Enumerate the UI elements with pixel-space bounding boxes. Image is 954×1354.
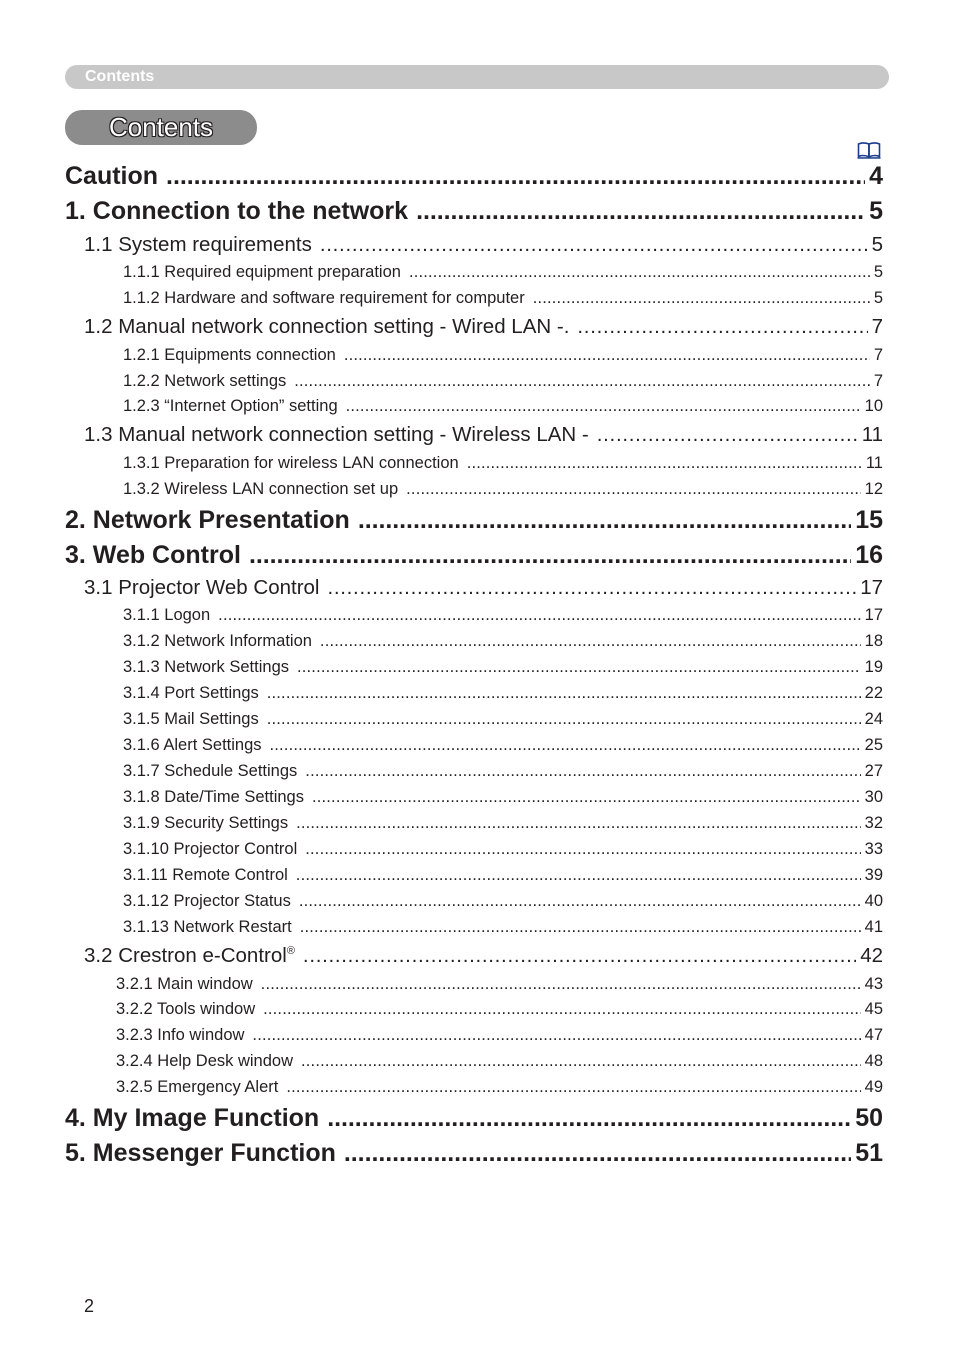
toc-page-number: 19 xyxy=(864,658,883,676)
toc-entry-3-1-4[interactable]: 3.1.4 Port Settings . . . 22 xyxy=(123,684,883,706)
toc-page-number: 7 xyxy=(873,372,883,390)
toc-page-number: 30 xyxy=(864,788,883,806)
toc-entry-3-1-9[interactable]: 3.1.9 Security Settings . . . 32 xyxy=(123,814,883,836)
toc-entry-3-2-4[interactable]: 3.2.4 Help Desk window . . . 48 xyxy=(116,1052,883,1074)
toc-entry-1-1-2[interactable]: 1.1.2 Hardware and software requirement for computer . . . 5 xyxy=(123,289,883,311)
toc-entry-3-1-12[interactable]: 3.1.12 Projector Status . . . 40 xyxy=(123,892,883,914)
toc-entry-1-2-2[interactable]: 1.2.2 Network settings . . . 7 xyxy=(123,372,883,394)
toc-page-number: 47 xyxy=(864,1026,883,1044)
toc-page-number: 5 xyxy=(869,197,883,225)
toc-page-number: 11 xyxy=(861,423,883,446)
toc-page-number: 42 xyxy=(860,944,883,967)
toc-page-number: 5 xyxy=(873,263,883,281)
toc-page-number: 22 xyxy=(864,684,883,702)
toc-entry-1-3[interactable]: 1.3 Manual network connection setting - Wireless LAN - . . . 11 xyxy=(84,423,883,449)
toc-entry-3-1-2[interactable]: 3.1.2 Network Information . . . 18 xyxy=(123,632,883,654)
toc-entry-3-1-1[interactable]: 3.1.1 Logon . . . 17 xyxy=(123,606,883,628)
page-number: 2 xyxy=(84,1296,95,1316)
toc-page-number: 43 xyxy=(864,975,883,993)
section-label: Contents xyxy=(85,68,155,85)
toc-entry-3-1-7[interactable]: 3.1.7 Schedule Settings . . . 27 xyxy=(123,762,883,784)
toc-page-number: 48 xyxy=(864,1052,883,1070)
toc-page-number: 7 xyxy=(873,346,883,364)
toc-entry-my-image-function[interactable]: 4. My Image Function . . . 50 xyxy=(65,1104,883,1134)
toc-entry-3-1-5[interactable]: 3.1.5 Mail Settings . . . 24 xyxy=(123,710,883,732)
toc-entry-3-2-3[interactable]: 3.2.3 Info window . . . 47 xyxy=(116,1026,883,1048)
toc-page-number: 27 xyxy=(864,762,883,780)
toc-page-number: 12 xyxy=(864,480,883,498)
toc-page-number: 25 xyxy=(864,736,883,754)
toc-entry-1-2[interactable]: 1.2 Manual network connection setting - Wired LAN -. . . . 7 xyxy=(84,315,883,341)
toc-page-number: 11 xyxy=(865,454,883,472)
toc-entry-3-2[interactable]: 3.2 Crestron e-Control® . . . 42 xyxy=(84,944,883,970)
toc-entry-1-2-1[interactable]: 1.2.1 Equipments connection . . . 7 xyxy=(123,346,883,368)
toc-page-number: 18 xyxy=(864,632,883,650)
toc-entry-caution[interactable]: Caution . . . 4 xyxy=(65,162,883,192)
toc-entry-1-3-2[interactable]: 1.3.2 Wireless LAN connection set up . . . 12 xyxy=(123,480,883,502)
toc-entry-1-1-1[interactable]: 1.1.1 Required equipment preparation . . . 5 xyxy=(123,263,883,285)
toc-entry-3-1-3[interactable]: 3.1.3 Network Settings . . . 19 xyxy=(123,658,883,680)
toc-entry-3-1-10[interactable]: 3.1.10 Projector Control . . . 33 xyxy=(123,840,883,862)
toc-page-number: 33 xyxy=(864,840,883,858)
toc-page-number: 7 xyxy=(871,315,883,338)
toc-page-number: 17 xyxy=(864,606,883,624)
toc-page-number: 17 xyxy=(860,576,883,599)
toc-entry-3-1-11[interactable]: 3.1.11 Remote Control . . . 39 xyxy=(123,866,883,888)
toc-page-number: 5 xyxy=(873,289,883,307)
toc-page-number: 45 xyxy=(864,1000,883,1018)
toc-page-number: 5 xyxy=(871,233,883,256)
page-title: Contents xyxy=(65,110,257,145)
toc-page-number: 51 xyxy=(855,1139,883,1167)
toc-entry-3-1-6[interactable]: 3.1.6 Alert Settings . . . 25 xyxy=(123,736,883,758)
registered-mark: ® xyxy=(286,945,295,958)
toc-entry-1-3-1[interactable]: 1.3.1 Preparation for wireless LAN connection . . . 11 xyxy=(123,454,883,476)
toc-page-number: 24 xyxy=(864,710,883,728)
toc-entry-3-1-8[interactable]: 3.1.8 Date/Time Settings . . . 30 xyxy=(123,788,883,810)
toc-page-number: 41 xyxy=(864,918,883,936)
toc-entry-3-1-13[interactable]: 3.1.13 Network Restart . . . 41 xyxy=(123,918,883,940)
toc-entry-3-2-1[interactable]: 3.2.1 Main window . . . 43 xyxy=(116,975,883,997)
toc-entry-3-1[interactable]: 3.1 Projector Web Control . . . 17 xyxy=(84,576,883,602)
toc-entry-3-2-2[interactable]: 3.2.2 Tools window . . . 45 xyxy=(116,1000,883,1022)
toc-page-number: 40 xyxy=(864,892,883,910)
toc-page-number: 39 xyxy=(864,866,883,884)
toc-entry-web-control[interactable]: 3. Web Control . . . 16 xyxy=(65,541,883,571)
toc-page-number: 32 xyxy=(864,814,883,832)
toc-entry-3-2-5[interactable]: 3.2.5 Emergency Alert . . . 49 xyxy=(116,1078,883,1100)
toc-page-number: 50 xyxy=(855,1104,883,1132)
toc-page-number: 49 xyxy=(864,1078,883,1096)
toc-entry-messenger-function[interactable]: 5. Messenger Function . . . 51 xyxy=(65,1139,883,1169)
toc-page-number: 16 xyxy=(855,541,883,569)
toc-page-number: 15 xyxy=(855,506,883,534)
toc-page-number: 10 xyxy=(864,397,883,415)
toc-entry-connection-to-network[interactable]: 1. Connection to the network . . . 5 xyxy=(65,197,883,227)
toc-entry-1-2-3[interactable]: 1.2.3 “Internet Option” setting . . . 10 xyxy=(123,397,883,419)
toc-entry-1-1[interactable]: 1.1 System requirements . . . 5 xyxy=(84,233,883,259)
toc-entry-network-presentation[interactable]: 2. Network Presentation . . . 15 xyxy=(65,506,883,536)
toc-page-number: 4 xyxy=(869,162,883,190)
